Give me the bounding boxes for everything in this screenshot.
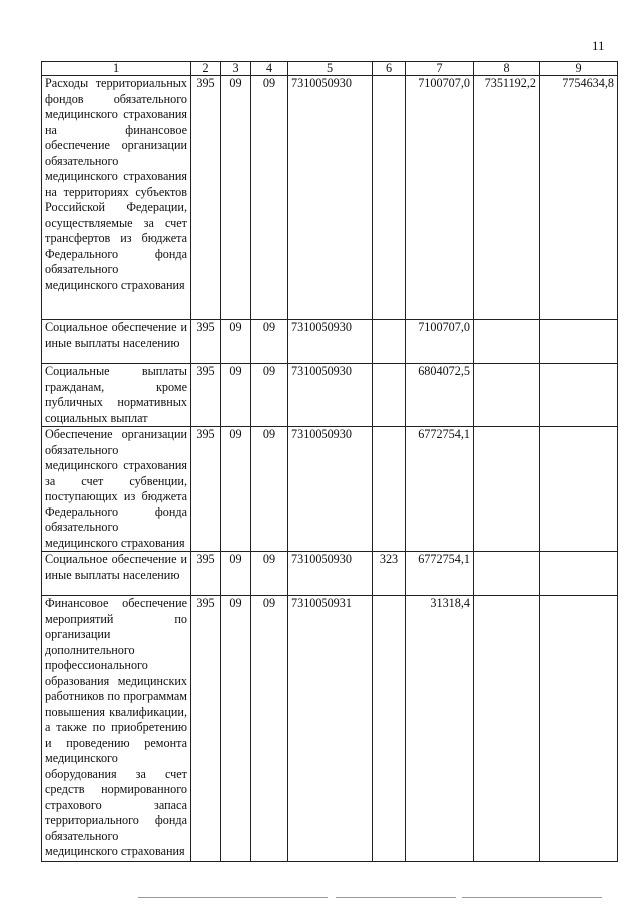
row-section: 09 <box>221 76 251 320</box>
row-target-article: 7310050930 <box>288 552 373 596</box>
row-amount-2 <box>474 596 540 862</box>
table-row <box>42 320 618 364</box>
table-row <box>42 76 618 320</box>
row-admin-code: 395 <box>191 552 221 596</box>
table-row <box>42 596 618 862</box>
row-amount-2 <box>474 320 540 364</box>
footer-rule <box>138 897 328 898</box>
row-name: Социальное обеспечение и иные выплаты населению <box>42 320 191 364</box>
row-amount-1: 31318,4 <box>406 596 474 862</box>
header-cell-5: 5 <box>288 62 373 76</box>
row-admin-code: 395 <box>191 76 221 320</box>
footer-rule <box>336 897 456 898</box>
row-amount-3 <box>540 427 618 552</box>
row-target-article: 7310050930 <box>288 364 373 427</box>
row-amount-1: 6772754,1 <box>406 552 474 596</box>
footer-rule <box>462 897 602 898</box>
table-row <box>42 427 618 552</box>
row-target-article: 7310050931 <box>288 596 373 862</box>
row-amount-3: 7754634,8 <box>540 76 618 320</box>
row-section: 09 <box>221 364 251 427</box>
row-amount-3 <box>540 552 618 596</box>
row-expense-type <box>373 427 406 552</box>
row-name: Социальное обеспечение и иные выплаты населению <box>42 552 191 596</box>
row-amount-2: 7351192,2 <box>474 76 540 320</box>
row-expense-type <box>373 76 406 320</box>
budget-table <box>41 61 618 862</box>
row-name: Расходы территориальных фондов обязательного медицинского страхования на финансовое обеспечение организации обязательного медицинского страхования на территориях субъектов Российской Федерации, осуществляемые за счет трансфертов из бюджета Федерального фонда обязательного медицинского страхования <box>42 76 191 320</box>
row-section: 09 <box>221 552 251 596</box>
row-amount-1: 6804072,5 <box>406 364 474 427</box>
row-amount-1: 6772754,1 <box>406 427 474 552</box>
row-expense-type: 323 <box>373 552 406 596</box>
row-name: Финансовое обеспечение мероприятий по организации дополнительного профессионального образования медицинских работников по программам повышения квалификации, а также по приобретению и проведению ремонта медицинского оборудования за счет средств нормированного страхового запаса территориального фонда обязательного медицинского страхования <box>42 596 191 862</box>
row-subsection: 09 <box>251 76 288 320</box>
row-target-article: 7310050930 <box>288 427 373 552</box>
row-expense-type <box>373 596 406 862</box>
row-subsection: 09 <box>251 596 288 862</box>
row-amount-2 <box>474 364 540 427</box>
row-subsection: 09 <box>251 364 288 427</box>
row-amount-3 <box>540 596 618 862</box>
header-cell-3: 3 <box>221 62 251 76</box>
header-row <box>42 62 618 76</box>
row-subsection: 09 <box>251 427 288 552</box>
row-admin-code: 395 <box>191 364 221 427</box>
row-amount-1: 7100707,0 <box>406 76 474 320</box>
row-amount-2 <box>474 427 540 552</box>
row-admin-code: 395 <box>191 596 221 862</box>
row-name: Социальные выплаты гражданам, кроме публичных нормативных социальных выплат <box>42 364 191 427</box>
table-row <box>42 552 618 596</box>
header-cell-9: 9 <box>540 62 618 76</box>
row-subsection: 09 <box>251 320 288 364</box>
page-number: 11 <box>592 38 605 53</box>
header-cell-1: 1 <box>42 62 191 76</box>
row-target-article: 7310050930 <box>288 320 373 364</box>
row-expense-type <box>373 364 406 427</box>
row-subsection: 09 <box>251 552 288 596</box>
header-cell-8: 8 <box>474 62 540 76</box>
row-amount-3 <box>540 364 618 427</box>
row-amount-3 <box>540 320 618 364</box>
row-expense-type <box>373 320 406 364</box>
row-name: Обеспечение организации обязательного медицинского страхования за счет субвенции, поступающих из бюджета Федерального фонда обязательного медицинского страхования <box>42 427 191 552</box>
header-cell-2: 2 <box>191 62 221 76</box>
row-amount-1: 7100707,0 <box>406 320 474 364</box>
header-cell-7: 7 <box>406 62 474 76</box>
row-admin-code: 395 <box>191 320 221 364</box>
row-section: 09 <box>221 427 251 552</box>
row-section: 09 <box>221 596 251 862</box>
row-target-article: 7310050930 <box>288 76 373 320</box>
header-cell-6: 6 <box>373 62 406 76</box>
table-row <box>42 364 618 427</box>
row-amount-2 <box>474 552 540 596</box>
row-section: 09 <box>221 320 251 364</box>
row-admin-code: 395 <box>191 427 221 552</box>
header-cell-4: 4 <box>251 62 288 76</box>
